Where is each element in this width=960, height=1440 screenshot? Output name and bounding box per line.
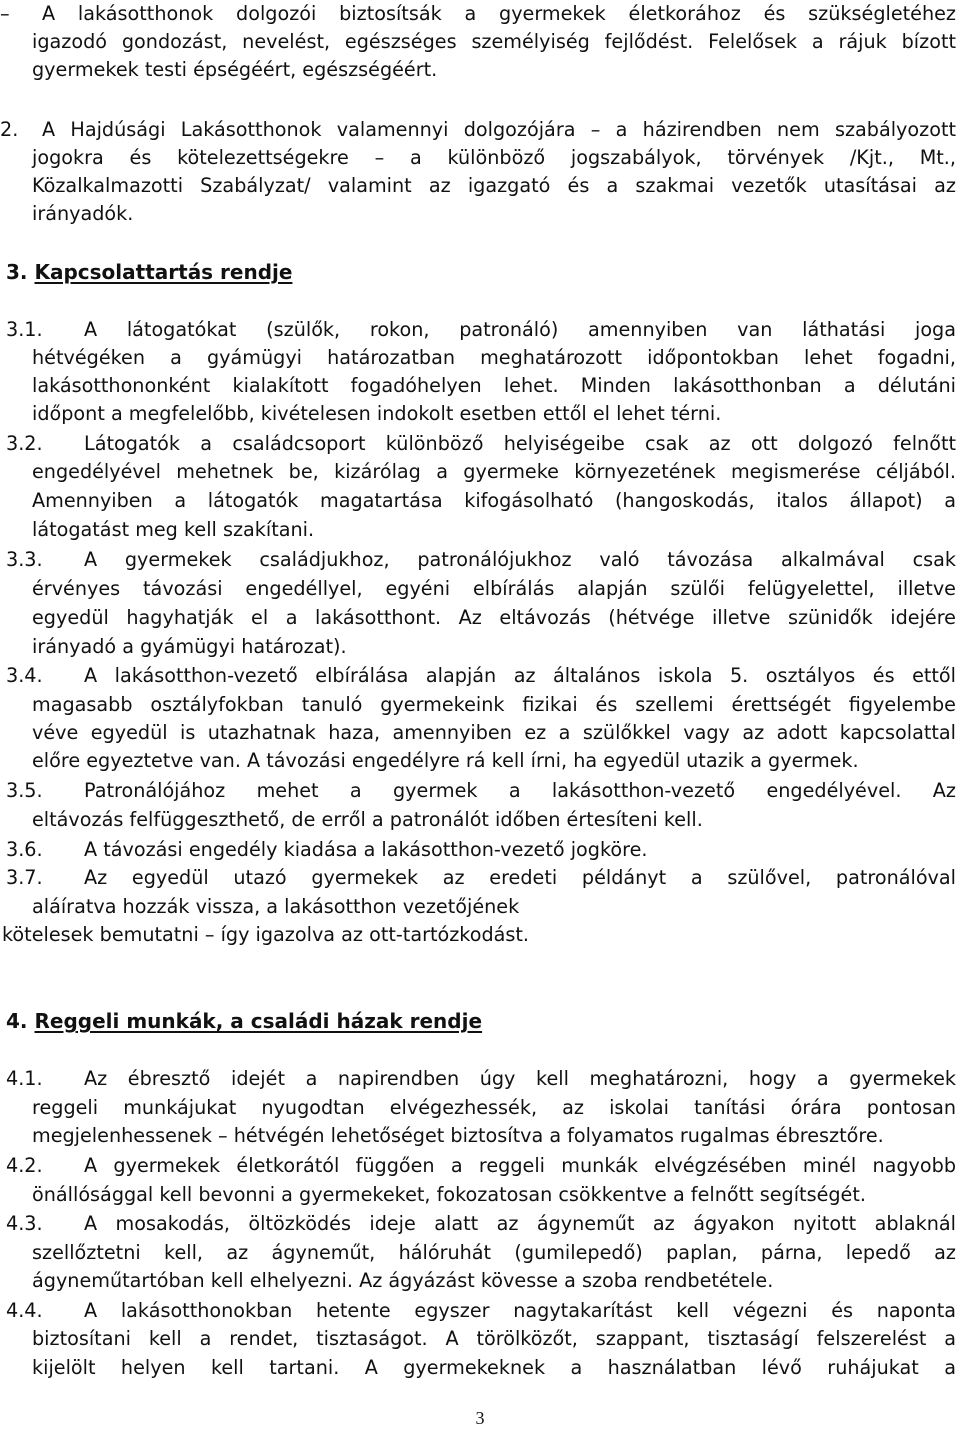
paragraph-line: reggeli munkájukat nyugodtan elvégezhessék, az iskolai tanítási órára pontosan <box>32 1096 956 1119</box>
paragraph-line: aláíratva hozzák vissza, a lakásotthon vezetőjének <box>32 895 520 918</box>
paragraph-line: irányadók. <box>32 202 134 225</box>
item-number: 3.6. <box>6 838 43 861</box>
item-number: 3.3. <box>6 548 43 571</box>
section-number: 3. <box>6 260 28 284</box>
paragraph-line: hétvégéken a gyámügyi határozatban meghatározott időpontokban lehet fogadni, <box>32 346 956 369</box>
paragraph-line: Közalkalmazotti Szabályzat/ valamint az igazgató és a szakmai vezetők utasításai az <box>32 174 956 197</box>
line-text: Az ébresztő idejét a napirendben úgy kell meghatározni, hogy a gyermekek <box>84 1067 956 1090</box>
line-text: A gyermekek életkorától függően a reggeli munkák elvégzésében minél nagyobb <box>84 1154 956 1177</box>
item-number: 3.7. <box>6 866 43 889</box>
paragraph-line <box>6 836 956 864</box>
paragraph-line: látogatást meg kell szakítani. <box>32 518 315 541</box>
paragraph-line: ágyneműtartóban kell elhelyezni. Az ágyázást kövesse a szoba rendbetétele. <box>32 1269 774 1292</box>
paragraph-line <box>6 1297 956 1325</box>
paragraph-line <box>6 1065 956 1093</box>
paragraph-line: jogokra és kötelezettségekre – a különböző jogszabályok, törvények /Kjt., Mt., <box>32 146 956 169</box>
item-number: 4.2. <box>6 1154 43 1177</box>
paragraph-line: véve egyedül is utazhatnak haza, amennyiben ez a szülőkkel vagy az adott kapcsolattal <box>32 721 956 744</box>
paragraph-line: önállósággal kell bevonni a gyermekeket, fokozatosan csökkentve a felnőtt segítségét. <box>32 1183 866 1206</box>
paragraph-line: magasabb osztályfokban tanuló gyermekeink fizikai és szellemi érettségét figyelembe <box>32 693 956 716</box>
paragraph-line: eltávozás felfüggeszthető, de erről a patronálót időben értesíteni kell. <box>32 808 703 831</box>
paragraph-line: Amennyiben a látogatók magatartása kifogásolható (hangoskodás, italos állapot) a <box>32 489 956 512</box>
paragraph-line <box>6 662 956 690</box>
line-text: Patronálójához mehet a gyermek a lakásotthon-vezető engedélyével. Az <box>84 779 956 802</box>
paragraph-line: egyedül hagyhatják el a lakásotthont. Az eltávozás (hétvége illetve szünidők idejére <box>32 606 956 629</box>
line-text: Látogatók a családcsoport különböző helyiségeibe csak az ott dolgozó felnőtt <box>84 432 956 455</box>
item-number: 4.1. <box>6 1067 43 1090</box>
item-number: 3.5. <box>6 779 43 802</box>
section-heading <box>6 257 292 287</box>
item-number: 3.1. <box>6 318 43 341</box>
paragraph-line <box>6 1210 956 1238</box>
line-text: A lakásotthonokban hetente egyszer nagytakarítást kell végezni és naponta <box>84 1299 956 1322</box>
paragraph-line: kijelölt helyen kell tartani. A gyermekeknek a használatban lévő ruhájukat a <box>32 1356 956 1379</box>
paragraph-line: kötelesek bemutatni – így igazolva az ott-tartózkodást. <box>2 923 530 946</box>
paragraph-line <box>0 116 956 144</box>
paragraph-line: biztosítani kell a rendet, tisztaságot. A törölközőt, szappant, tisztaságí felszerelést a <box>32 1327 956 1350</box>
paragraph-line: szellőztetni kell, az ágyneműt, hálóruhát (gumilepedő) paplan, párna, lepedő az <box>32 1241 956 1264</box>
page-number: 3 <box>475 1408 485 1428</box>
line-text: A lakásotthon-vezető elbírálása alapján az általános iskola 5. osztályos és ettől <box>84 664 956 687</box>
paragraph-line <box>6 1152 956 1180</box>
paragraph-line <box>6 777 956 805</box>
paragraph-line: érvényes távozási engedéllyel, egyéni elbírálás alapján szülői felügyelettel, illetve <box>32 577 956 600</box>
line-text: A távozási engedély kiadása a lakásotthon-vezető jogköre. <box>84 838 648 861</box>
list-number: 2. <box>0 118 19 141</box>
line-text: A Hajdúsági Lakásotthonok valamennyi dolgozójára – a házirendben nem szabályozott <box>42 118 956 141</box>
line-text: A gyermekek családjukhoz, patronálójukhoz való távozása alkalmával csak <box>84 548 956 571</box>
paragraph-line: előre egyeztetve van. A távozási engedélyre rá kell írni, ha egyedül utazik a gyermek. <box>32 749 859 772</box>
item-number: 4.4. <box>6 1299 43 1322</box>
line-text: A mosakodás, öltözködés ideje alatt az ágyneműt az ágyakon nyitott ablaknál <box>84 1212 956 1235</box>
item-number: 3.2. <box>6 432 43 455</box>
item-number: 4.3. <box>6 1212 43 1235</box>
line-text: A látogatókat (szülők, rokon, patronáló) amennyiben van láthatási joga <box>84 318 956 341</box>
paragraph-line: lakásotthononként kialakított fogadóhelyen lehet. Minden lakásotthonban a délutáni <box>32 374 956 397</box>
line-text: Az egyedül utazó gyermekek az eredeti példányt a szülővel, patronálóval <box>84 866 956 889</box>
section-title: Kapcsolattartás rendje <box>34 260 293 284</box>
section-heading <box>6 1006 482 1036</box>
line-text: A lakásotthonok dolgozói biztosítsák a gyermekek életkorához és szükségletéhez <box>42 2 956 25</box>
item-number: 3.4. <box>6 664 43 687</box>
paragraph-line: megjelenhessenek – hétvégén lehetőséget biztosítva a folyamatos rugalmas ébresztőre. <box>32 1124 884 1147</box>
paragraph-line <box>0 0 956 28</box>
paragraph-line: gyermekek testi épségéért, egészségéért. <box>32 58 438 81</box>
paragraph-line <box>6 316 956 344</box>
section-number: 4. <box>6 1009 28 1033</box>
list-marker: – <box>0 2 10 25</box>
paragraph-line: igazodó gondozást, nevelést, egészséges személyiség fejlődést. Felelősek a rájuk bízott <box>32 30 956 53</box>
paragraph-line <box>6 546 956 574</box>
paragraph-line: időpont a megfelelőbb, kivételesen indokolt esetben ettől el lehet térni. <box>32 402 722 425</box>
paragraph-line: engedélyével mehetnek be, kizárólag a gyermeke környezetének megismerése céljából. <box>32 460 956 483</box>
paragraph-line <box>6 430 956 458</box>
section-title: Reggeli munkák, a családi házak rendje <box>34 1009 483 1033</box>
paragraph-line <box>6 864 956 892</box>
paragraph-line: irányadó a gyámügyi határozat). <box>32 635 347 658</box>
